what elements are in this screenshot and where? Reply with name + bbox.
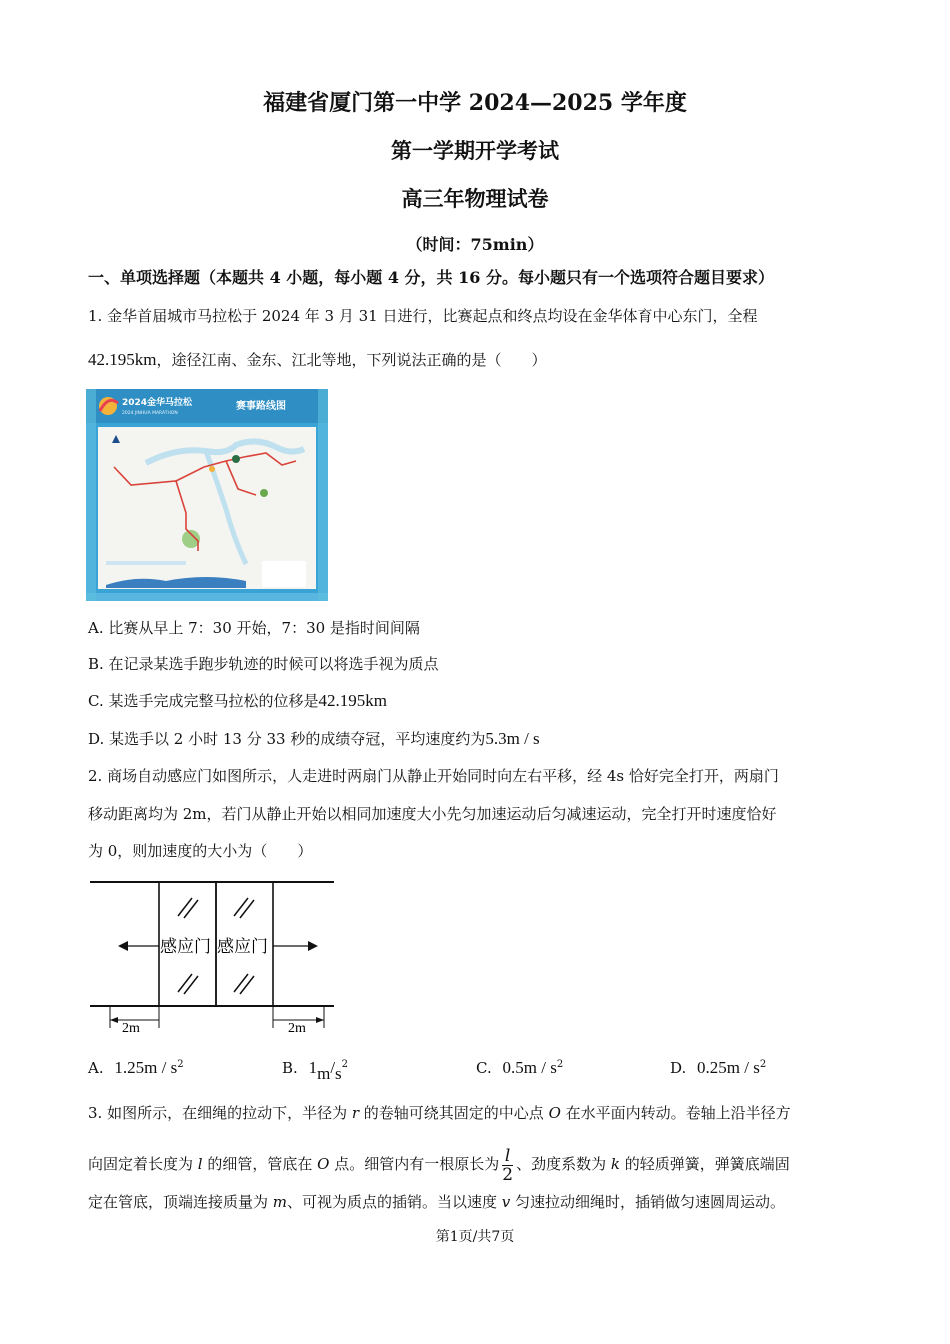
q1-option-d-text: D. 某选手以 2 小时 13 分 33 秒的成绩夺冠，平均速度约为 bbox=[88, 730, 486, 748]
left-door-label: 感应门 bbox=[160, 937, 211, 957]
exam-title-subject: 高三年物理试卷 bbox=[401, 186, 549, 211]
q1-option-d bbox=[88, 729, 868, 749]
q2-option-c bbox=[476, 1058, 563, 1078]
q2-option-c-label: C. bbox=[476, 1059, 492, 1077]
q3-text: 3. 如图所示，在细绳的拉动下，半径为 bbox=[88, 1104, 352, 1122]
q2-option-d bbox=[670, 1058, 766, 1078]
q2-option-b-num: 1 bbox=[308, 1058, 318, 1077]
q2-option-b-label: B. bbox=[282, 1059, 298, 1077]
q2-option-d-value: 0.25m / s bbox=[697, 1058, 760, 1077]
arrow-right-icon bbox=[308, 941, 318, 951]
q2-option-c-exp: 2 bbox=[556, 1059, 564, 1070]
q2-option-b-exp: 2 bbox=[341, 1059, 349, 1070]
q1-option-c-text: C. 某选手完成完整马拉松的位移是 bbox=[88, 692, 319, 710]
q3-fraction-half-l bbox=[502, 1147, 513, 1184]
q3-symbol-r: r bbox=[351, 1104, 360, 1122]
page-number: 第1页/共7页 bbox=[435, 1229, 515, 1245]
q3-stem-line2 bbox=[88, 1144, 868, 1184]
map-subtitle: 2024 JINHUA MARATHON bbox=[122, 411, 178, 416]
q1-distance: 42.195km bbox=[88, 350, 157, 369]
q2-option-a-exp: 2 bbox=[177, 1059, 184, 1070]
q2-stem-line1: 2. 商场自动感应门如图所示，人走进时两扇门从静止开始同时向左右平移，经 4s 恰好完全打开，两扇门 bbox=[88, 767, 779, 785]
q3-symbol-m: m bbox=[272, 1193, 288, 1211]
q3-text: 的卷轴可绕其固定的中心点 bbox=[359, 1104, 549, 1122]
q2-stem-line2: 移动距离均为 2m，若门从静止开始以相同加速度大小先匀加速运动后匀减速运动，完全打开时速度恰好 bbox=[88, 805, 777, 823]
q1-option-c bbox=[88, 691, 868, 711]
exam-title-term: 第一学期开学考试 bbox=[391, 138, 559, 163]
q1-option-a: A. 比赛从早上 7：30 开始，7：30 是指时间间隔 bbox=[88, 619, 420, 637]
q1-stem-line2 bbox=[88, 350, 868, 370]
q3-symbol-v: v bbox=[501, 1193, 511, 1211]
q2-option-c-value: 0.5m / s bbox=[502, 1058, 557, 1077]
q1-option-c-value: 42.195km bbox=[318, 691, 387, 710]
map-caption: 赛事路线图 bbox=[236, 401, 286, 412]
q3-text: 定在管底，顶端连接质量为 bbox=[88, 1193, 273, 1211]
q3-text: 向固定着长度为 bbox=[88, 1155, 198, 1173]
q3-stem-line1 bbox=[88, 1103, 868, 1123]
q1-stem-line1: 1. 金华首届城市马拉松于 2024 年 3 月 31 日进行，比赛起点和终点均设在金华体育中心东门，全程 bbox=[88, 307, 758, 325]
map-title: 2024金华马拉松 bbox=[122, 398, 193, 408]
q3-stem-line3 bbox=[88, 1192, 868, 1212]
q3-text: 的细管，管底在 bbox=[202, 1155, 318, 1173]
right-door-label: 感应门 bbox=[217, 937, 268, 957]
q2-option-b bbox=[282, 1058, 349, 1083]
q2-option-b-unit-m: m bbox=[317, 1064, 331, 1083]
q1-option-d-value: 5.3m / s bbox=[485, 729, 540, 748]
exam-time: （时间：75min） bbox=[406, 235, 544, 254]
q3-text: 、可视为质点的插销。当以速度 bbox=[287, 1193, 502, 1211]
right-dimension-label: 2m bbox=[288, 1021, 306, 1036]
exam-title-school: 福建省厦门第一中学 2024—2025 学年度 bbox=[263, 90, 687, 116]
left-dimension-label: 2m bbox=[122, 1021, 140, 1036]
section-heading: 一、单项选择题（本题共 4 小题，每小题 4 分，共 16 分。每小题只有一个选项符合题目要求） bbox=[88, 268, 774, 287]
q3-text: 、劲度系数为 bbox=[516, 1155, 611, 1173]
q1-stem-rest: ，途径江南、金东、江北等地，下列说法正确的是（ ） bbox=[156, 351, 547, 369]
q2-option-a-value: 1.25m / s bbox=[114, 1058, 178, 1077]
q3-symbol-o: O bbox=[548, 1104, 561, 1122]
marathon-route-map bbox=[86, 389, 328, 601]
q2-option-a-label: A. bbox=[88, 1059, 104, 1077]
q3-text: 的轻质弹簧，弹簧底端固 bbox=[619, 1155, 790, 1173]
q1-option-b: B. 在记录某选手跑步轨迹的时候可以将选手视为质点 bbox=[88, 655, 439, 673]
q3-text: 匀速拉动细绳时，插销做匀速圆周运动。 bbox=[510, 1193, 786, 1211]
q2-option-b-unit-s: s bbox=[335, 1064, 342, 1083]
sensor-door-diagram bbox=[86, 876, 336, 1036]
q2-option-a bbox=[88, 1058, 184, 1078]
q3-fraction-numerator: l bbox=[502, 1147, 513, 1166]
q3-symbol-k: k bbox=[610, 1155, 620, 1173]
q2-stem-line3: 为 0，则加速度的大小为（ ） bbox=[88, 842, 313, 860]
q3-text: 点。细管内有一根原长为 bbox=[329, 1155, 500, 1173]
q3-fraction-denominator: 2 bbox=[502, 1164, 514, 1185]
q3-symbol-l: l bbox=[197, 1155, 203, 1173]
q3-symbol-o: O bbox=[317, 1155, 330, 1173]
q2-option-b-slash: / bbox=[330, 1058, 336, 1077]
q3-text: 在水平面内转动。卷轴上沿半径方 bbox=[560, 1104, 791, 1122]
arrow-left-icon bbox=[118, 941, 128, 951]
q2-option-d-exp: 2 bbox=[759, 1059, 767, 1070]
q2-option-d-label: D. bbox=[670, 1059, 687, 1077]
